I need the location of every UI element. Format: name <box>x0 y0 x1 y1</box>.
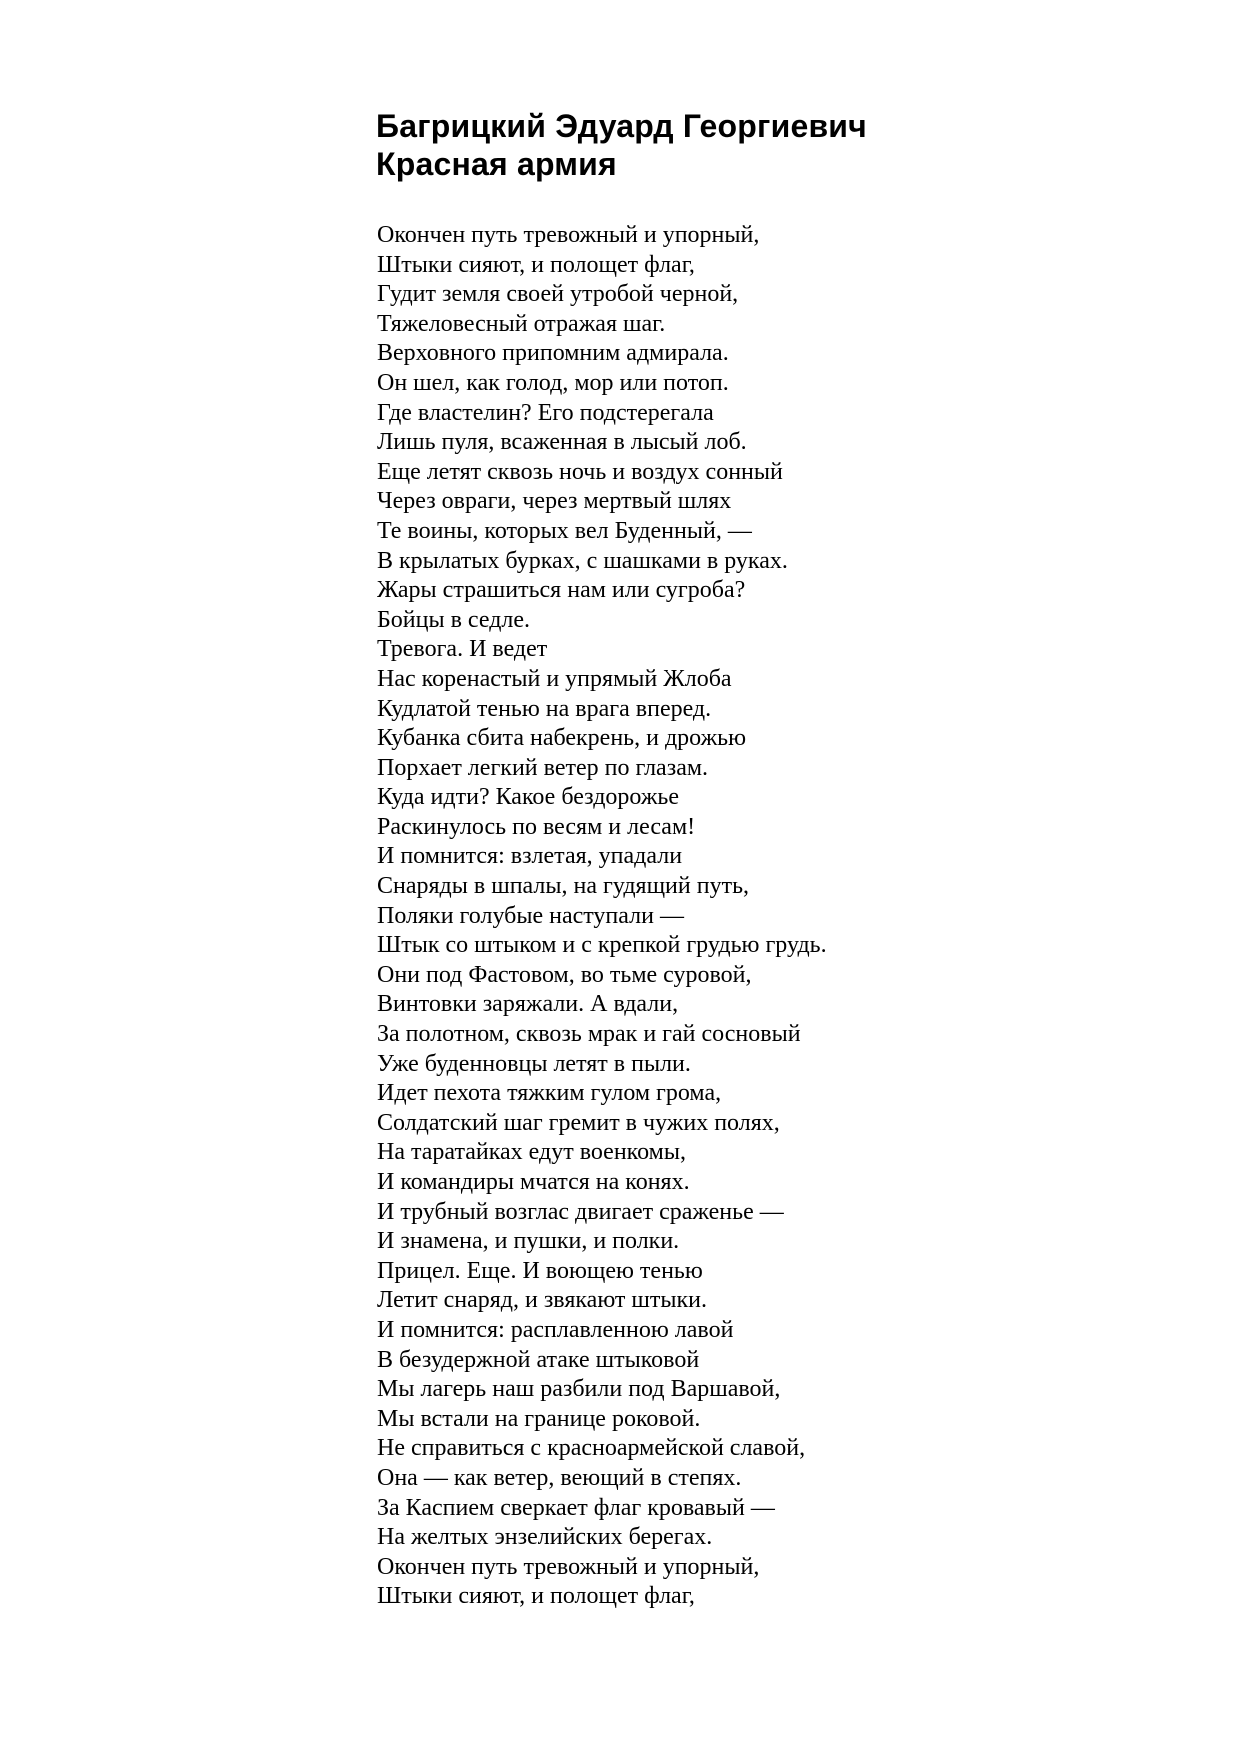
poem-line: Нас коренастый и упрямый Жлоба <box>377 665 732 692</box>
poem-line: Тяжеловесный отражая шаг. <box>377 310 666 337</box>
poem-line: Мы лагерь наш разбили под Варшавой, <box>377 1376 781 1403</box>
poem-line: Где властелин? Его подстерегала <box>377 399 714 426</box>
poem-line: Штыки сияют, и полощет флаг, <box>377 1583 695 1610</box>
poem-line: Мы встали на границе роковой. <box>377 1405 701 1432</box>
poem-line: Винтовки заряжали. А вдали, <box>377 991 679 1018</box>
poem-line: Жары страшиться нам или сугроба? <box>377 577 746 604</box>
poem-line: Порхает легкий ветер по глазам. <box>377 754 709 781</box>
poem-line: И помнится: расплавленною лавой <box>377 1316 734 1343</box>
poem-line: И знамена, и пушки, и полки. <box>377 1228 680 1255</box>
poem-line: Окончен путь тревожный и упорный, <box>377 1553 760 1580</box>
poem-line: Поляки голубые наступали — <box>377 902 684 929</box>
poem-line: Гудит земля своей утробой черной, <box>377 281 739 308</box>
poem-line: Те воины, которых вел Буденный, — <box>377 517 752 544</box>
poem-line: И помнится: взлетая, упадали <box>377 843 683 870</box>
poem-line: Окончен путь тревожный и упорный, <box>377 222 760 248</box>
poem-line: Он шел, как голод, мор или потоп. <box>377 369 729 396</box>
poem-line: На желтых энзелийских берегах. <box>377 1524 713 1551</box>
poem-line: Солдатский шаг гремит в чужих полях, <box>377 1109 780 1136</box>
poem-line: На таратайках едут военкомы, <box>377 1139 686 1166</box>
poem-line: Кудлатой тенью на врага вперед. <box>377 695 712 722</box>
poem-line: Лишь пуля, всаженная в лысый лоб. <box>377 429 747 456</box>
poem-line: Через овраги, через мертвый шлях <box>377 488 732 515</box>
poem-line: Она — как ветер, веющий в степях. <box>377 1464 742 1491</box>
poem-title: Красная армия <box>376 146 617 182</box>
poem-body <box>377 221 1197 1612</box>
poem-line: Кубанка сбита набекрень, и дрожью <box>377 725 747 752</box>
poem-line: За Каспием сверкает флаг кровавый — <box>377 1494 775 1521</box>
poem-line: Еще летят сквозь ночь и воздух сонный <box>377 458 783 485</box>
poem-line: Штык со штыком и с крепкой грудью грудь. <box>377 932 827 959</box>
poem-line: За полотном, сквозь мрак и гай сосновый <box>377 1021 801 1048</box>
poem-line: Не справиться с красноармейской славой, <box>377 1435 806 1462</box>
poem-line: Прицел. Еще. И воющею тенью <box>377 1257 703 1284</box>
poem-line: Куда идти? Какое бездорожье <box>377 784 680 811</box>
poem-line: В крылатых бурках, с шашками в руках. <box>377 547 788 574</box>
poem-line: Снаряды в шпалы, на гудящий путь, <box>377 873 750 900</box>
poem-line: Летит снаряд, и звякают штыки. <box>377 1287 708 1314</box>
poem-line: Бойцы в седле. <box>377 606 531 633</box>
poem-line: В безудержной атаке штыковой <box>377 1346 700 1373</box>
poem-line: Они под Фастовом, во тьме суровой, <box>377 961 752 988</box>
poem-line: Верховного припомним адмирала. <box>377 340 729 367</box>
poem-line: И командиры мчатся на конях. <box>377 1169 690 1195</box>
document-header <box>376 107 1196 183</box>
poem-line: Тревога. И ведет <box>377 636 548 663</box>
poem-line: Раскинулось по весям и лесам! <box>377 813 696 840</box>
poem-line: Идет пехота тяжким гулом грома, <box>377 1080 722 1107</box>
poem-line: Уже буденновцы летят в пыли. <box>377 1050 691 1077</box>
poem-line: Штыки сияют, и полощет флаг, <box>377 251 695 278</box>
author-name: Багрицкий Эдуард Георгиевич <box>376 108 867 144</box>
poem-line: И трубный возглас двигает сраженье — <box>377 1198 784 1225</box>
